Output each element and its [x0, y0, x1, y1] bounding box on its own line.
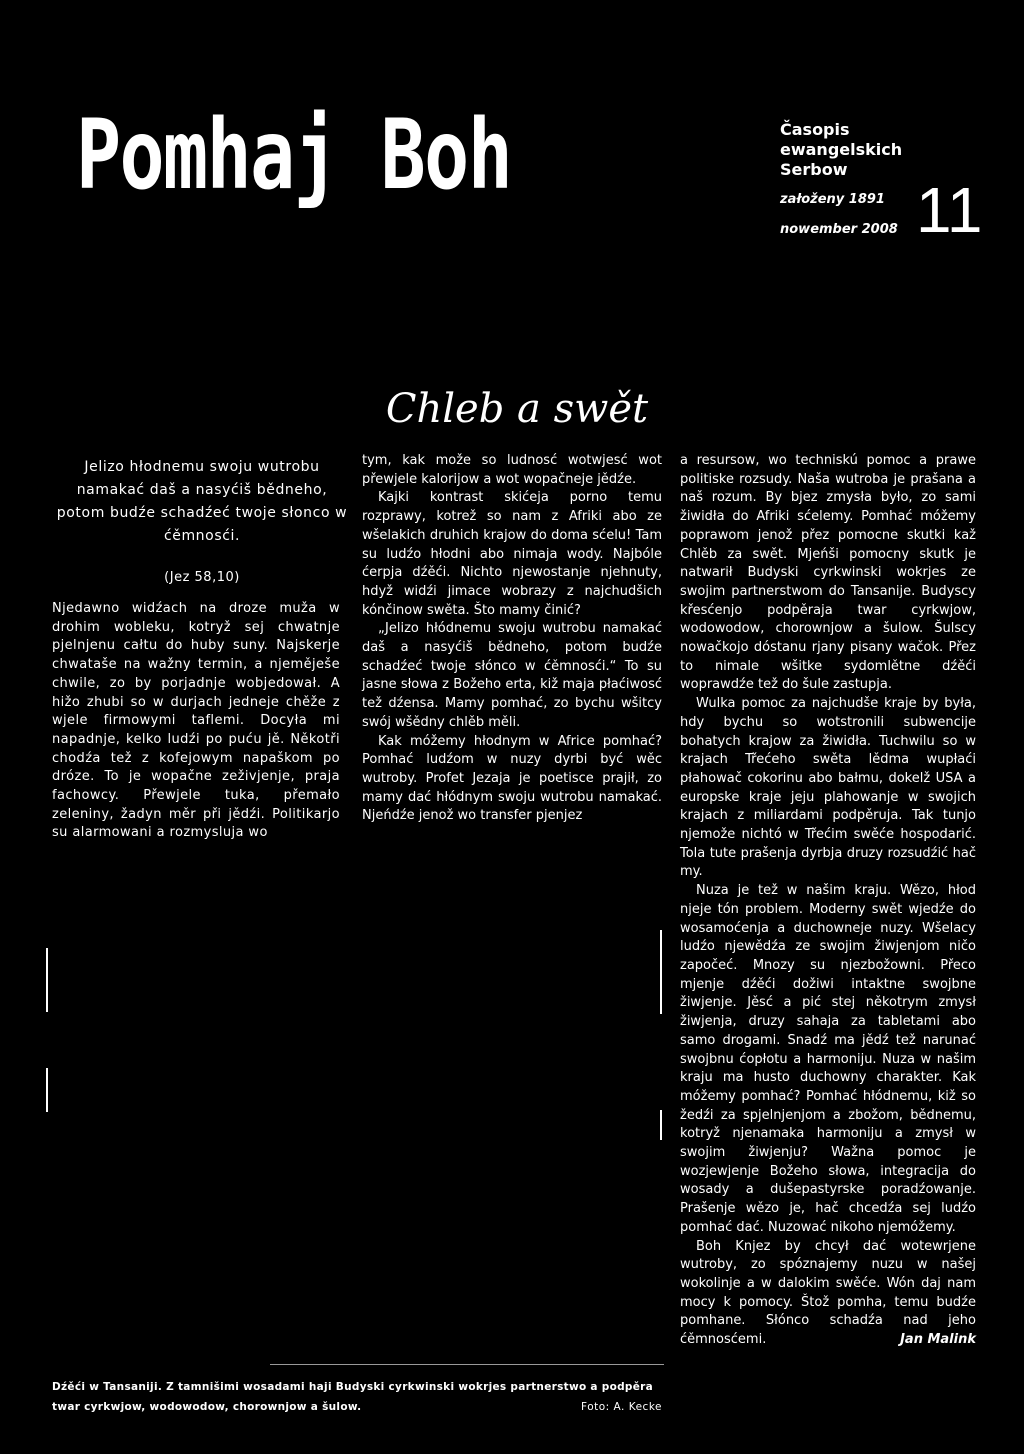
photo-credit: Foto: A. Kecke: [581, 1401, 662, 1413]
photo-edge-mark: [46, 948, 48, 1012]
col1-paragraph: Njedawno widźach na droze muža w drohim wobleku, kotryž sej chwatnje pjelnjenu całtu do huby suny. Najskerje chwataše na wažny termin, a njeměješe chwile, zo by porjadnje wobjedował. A hižo zhubi so w durjach jedneje chěže z wjele firmowymi taflemi. Docyła mi napadnje, kelko ludźi po puću jě. Někotři chodźa tež z kofejowym napaškom po dróze. To je wopačne zeživjenje, praja fachowcy. Přewjele tuka, přemało zeleniny, žadyn měr při jědźi. Politikarjo su alarmowani a rozmysluja wo: [52, 601, 340, 841]
masthead-subtitle-1: Časopis: [780, 120, 850, 139]
photo-caption: [52, 1377, 662, 1417]
bible-verse: Jelizo hłodnemu swoju wutrobu namakać daš a nasyćiš bědneho, potom budźe schadźeć twoje słonco w ćěmnosći.: [56, 459, 348, 544]
article-column-1: [52, 600, 340, 843]
bible-verse-reference: (Jez 58,10): [164, 570, 240, 585]
photo-caption-text: Dźěći w Tansaniji. Z tamnišimi wosadami haji Budyski cyrkwinski wokrjes partnerstwo a podpěra twar cyrkwjow, wodowodow, chorownjow a šulow.: [52, 1381, 654, 1413]
col3-paragraph-2: Wulka pomoc za najchudše kraje by była, hdy bychu so wotstronili subwencije bohatych krajow za žiwidła. Tuchwilu so w krajach Třećeho swěta lědma wupłaći płahowač cokorinu abo bałmu, dokelž USA a europske kraje jeju plahowanje w swojich krajach z miliardami podpěruja. Tak tunjo njemože nichtó w Třećim swěće hospodarić. Tola tute prašenja dyrbja druzy rozsudźić hač my.: [680, 696, 976, 880]
issue-number: 11: [916, 174, 983, 246]
col3-paragraph-1: a resursow, wo techniskú pomoc a prawe politiske rozsudy. Naša wutroba je prašana a naš rozum. By bjez zmysła było, zo sami žiwidła do Afriki sćelemy. Pomhać móžemy poprawom jenož přez pomocne skutki kaž Chlěb za swět. Mjeńši pomocny skutk je natwarił Budyski cyrkwinski wokrjes ze swojim partnerstwom do Tansanije. Budyscy křesćenjo podpěraja twar cyrkwjow, wodowodow, chorownjow a šulow. Šulscy nowačkojo dóstanu rjany pisany wačok. Přez to nimale wšitke sydomlětne dźěći woprawdźe tež do šule zastupja.: [680, 453, 976, 693]
article-column-2: [362, 452, 662, 826]
masthead-subtitle-3: Serbow: [780, 160, 848, 179]
col3-paragraph-3: Nuza je tež w našim kraju. Wězo, hłod njeje tón problem. Moderny swět wjedźe do wosamoćenja a duchowneje nuzy. Wšelacy ludźo njewědźa ze swojim žiwjenjom ničo započeć. Mnozy su njezbožowni. Přeco mjenje dźěći dožiwi intaktne swojbne žiwjenje. Jěsć a pić stej někotrym zmysł žiwjenja, druzy sahaja za tabletami abo samo drogami. Snadź ma jědź tež narunać swojbnu ćopłotu a harmoniju. Nuza w našim kraju ma husto duchowny charakter. Kak móžemy pomhać? Pomhać hłódnemu, kiž so žedźi za spjelnjenjom a zbožom, bědnemu, kotryž njenamaka harmoniju a zmysł w swojim žiwjenju? Wažna pomoc je wozjewjenje Božeho słowa, integracija do wosady a dušepastyrske poradźowanje. Prašenje wězo je, hač chcedźa sej ludźo pomhać dać. Nuzować nikoho njemóžemy.: [680, 883, 976, 1235]
col2-paragraph-3: „Jelizo hłódnemu swoju wutrobu namakać daš a nasyćiš bědneho, potom budźe schadźeć twoje słónco w ćěmnosći.“ To su jasne słowa z Božeho erta, kiž maja płaćiwosć tež dźensa. Mamy pomhać, zo bychu wšitcy swój wšědny chlěb měli.: [362, 621, 662, 730]
masthead-date: nowember 2008: [780, 222, 898, 237]
col3-paragraph-4-text: Boh Knjez by chcył dać wotewrjene wutroby, zo spóznajemy nuzu w našej wokolinje a w dalokim swěće. Wón daj nam mocy k pomocy. Štož pomha, temu budźe pomhane. Słónco schadźa nad jeho ćěmnosćemi.: [680, 1238, 976, 1348]
author-signature: Jan Malink: [900, 1332, 976, 1348]
col2-paragraph-1: tym, kak može so ludnosć wotwjesć wot přewjele kalorijow a wot wopačneje jědźe.: [362, 453, 662, 487]
article-headline: Chleb a swět: [385, 386, 649, 432]
photo-bottom-edge: [270, 1364, 664, 1365]
masthead-subtitle-2: ewangelskich: [780, 140, 903, 159]
photo-edge-mark: [46, 1068, 48, 1112]
masthead-founded: załoženy 1891: [780, 192, 885, 207]
photo-edge-mark: [660, 930, 662, 1014]
photo-edge-mark: [660, 1110, 662, 1140]
col2-paragraph-2: Kajki kontrast skićeja porno temu rozprawy, kotrež so nam z Afriki abo ze wšelakich druhich krajow do doma sćelu! Tam su ludźo hłodni abo nimaja wody. Najbóle ćerpja dźěći. Nichto njewostanje njehnuty, hdyž widźi jimace wobrazy z najchudšich kónčinow swěta. Što mamy činić?: [362, 490, 662, 618]
article-column-3: [680, 452, 976, 1350]
col3-paragraph-4: [680, 1238, 976, 1350]
col2-paragraph-4: Kak móžemy hłodnym w Africe pomhać? Pomhać ludźom w nuzy dyrbi być wěc wutroby. Profet Jezaja je poetisce prajił, zo mamy dać hłódnym swoju wutrobu namakać. Njeńdźe jenož wo transfer pjenjez: [362, 733, 662, 824]
masthead-title: Pomhaj Boh: [76, 99, 512, 211]
